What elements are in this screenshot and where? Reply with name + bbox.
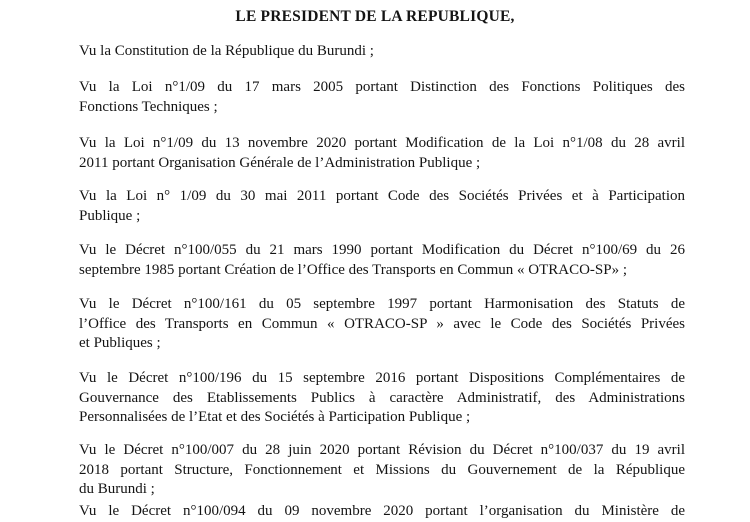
paragraph-decret-2016 bbox=[79, 369, 685, 428]
paragraph-line: Vu la Loi n°1/09 du 17 mars 2005 portant Distinction des Fonctions Politiques des bbox=[79, 79, 685, 95]
paragraph-line: Vu le Décret n°100/007 du 28 juin 2020 portant Révision du Décret n°100/037 du 19 avril bbox=[79, 442, 685, 458]
paragraph-line: Vu le Décret n°100/094 du 09 novembre 2020 portant l’organisation du Ministère de bbox=[79, 503, 685, 519]
paragraph-line: Vu le Décret n°100/161 du 05 septembre 1997 portant Harmonisation des Statuts de bbox=[79, 296, 685, 312]
paragraph-line: Personnalisées de l’Etat et des Sociétés à Participation Publique ; bbox=[79, 409, 471, 425]
paragraph-decret-2020 bbox=[79, 441, 685, 500]
paragraph-line: et Publiques ; bbox=[79, 335, 161, 351]
paragraph-decret-2020-november bbox=[79, 502, 685, 522]
paragraph-decret-1997 bbox=[79, 295, 685, 354]
paragraph-loi-2005 bbox=[79, 78, 685, 117]
paragraph-line: Vu la Constitution de la République du Burundi ; bbox=[79, 43, 374, 59]
paragraph-line: Vu la Loi n°1/09 du 13 novembre 2020 portant Modification de la Loi n°1/08 du 28 avril bbox=[79, 135, 685, 151]
paragraph-line: du Burundi ; bbox=[79, 481, 155, 497]
paragraph-decret-1990 bbox=[79, 241, 685, 280]
document-heading: LE PRESIDENT DE LA REPUBLIQUE, bbox=[235, 8, 515, 25]
paragraph-line: Fonctions Techniques ; bbox=[79, 98, 218, 115]
paragraph-loi-2011 bbox=[79, 187, 685, 226]
paragraph-line: septembre 1985 portant Création de l’Office des Transports en Commun « OTRACO-SP» ; bbox=[79, 261, 627, 278]
paragraph-loi-2020 bbox=[79, 134, 685, 173]
paragraph-line: Vu la Loi n° 1/09 du 30 mai 2011 portant Code des Sociétés Privées et à Participation bbox=[79, 188, 685, 204]
paragraph-line: Publique ; bbox=[79, 207, 141, 224]
paragraph-line: Gouvernance des Etablissements Publics à caractère Administratif, des Administrations bbox=[79, 389, 685, 406]
paragraph-line: 2018 portant Structure, Fonctionnement et Missions du Gouvernement de la République bbox=[79, 461, 685, 478]
paragraph-line: 2011 portant Organisation Générale de l’Administration Publique ; bbox=[79, 154, 481, 171]
paragraph-line: Vu le Décret n°100/196 du 15 septembre 2016 portant Dispositions Complémentaires de bbox=[79, 370, 685, 386]
paragraph-line: Vu le Décret n°100/055 du 21 mars 1990 portant Modification du Décret n°100/69 du 26 bbox=[79, 242, 685, 258]
paragraph-line: l’Office des Transports en Commun « OTRACO-SP » avec le Code des Sociétés Privées bbox=[79, 315, 685, 332]
paragraph-constitution bbox=[79, 42, 685, 62]
